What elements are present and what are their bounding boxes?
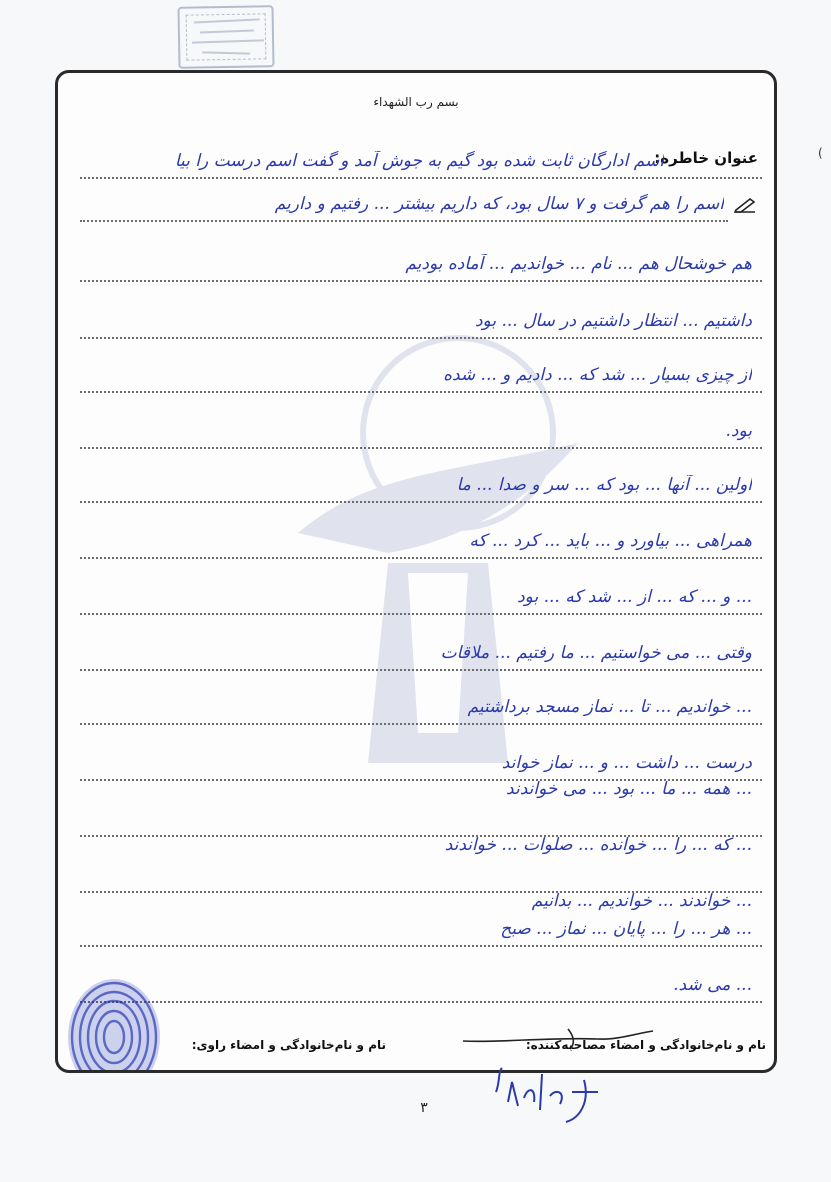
handwritten-line: اسم ادارگان ثابت شده بود گیم به جوش آمد و گفت اسم درست را بیا [174,151,664,171]
handwritten-line: ... که ... را ... خوانده ... صلوات ... خواندند [444,835,752,855]
handwritten-line: اولین ... آنها ... بود که ... سر و صدا ... ما [456,475,752,495]
handwritten-line: ... و ... که ... از ... شد که ... بود [517,587,752,607]
handwritten-line: بود. [725,421,752,441]
handwritten-line: هم خوشحال هم ... نام ... خواندیم ... آماده بودیم [405,254,752,274]
handwritten-line: داشتیم ... انتظار داشتیم در سال ... بود [474,311,752,331]
interviewer-signature [458,1023,658,1053]
pen-icon [734,197,756,213]
margin-mark: ( [818,146,823,160]
handwritten-line: از چیزی بسیار ... شد که ... دادیم و ... شده [443,365,752,385]
handwritten-line: همراهی ... بیاورد و ... باید ... کرد ... که [469,531,752,551]
fingerprint-mark [64,977,164,1073]
page-number: ۳ [420,1100,428,1116]
narrator-signature [488,1062,608,1132]
narrator-signature-label: نام و نام‌خانوادگی و امضاء راوی: [191,1038,386,1052]
received-stamp [177,5,274,69]
handwritten-line: ... خواندیم ... تا ... نماز مسجد برداشتیم [467,697,752,717]
handwritten-line: ... هر ... را ... پایان ... نماز ... صبح [500,919,752,939]
handwritten-line: درست ... داشت ... و ... نماز خواند [501,753,752,773]
header-title: بسم رب الشهداء [373,95,459,109]
handwritten-line: وقتی ... می خواستیم ... ما رفتیم ... ملاقات [440,643,752,663]
memoir-form [55,70,777,1073]
interviewer-signature-label: نام و نام‌خانوادگی و امضاء مصاحبه‌کننده: [525,1038,766,1052]
handwritten-line: اسم را هم گرفت و ۷ سال بود، که داریم بیشتر ... رفتیم و داریم [274,194,724,214]
handwritten-line: ... می شد. [673,975,752,995]
handwritten-line: ... همه ... ما ... بود ... می خواندند [506,779,752,799]
title-label: عنوان خاطره: [654,149,758,167]
handwritten-line: ... خواندند ... خواندیم ... بدانیم [531,891,752,911]
